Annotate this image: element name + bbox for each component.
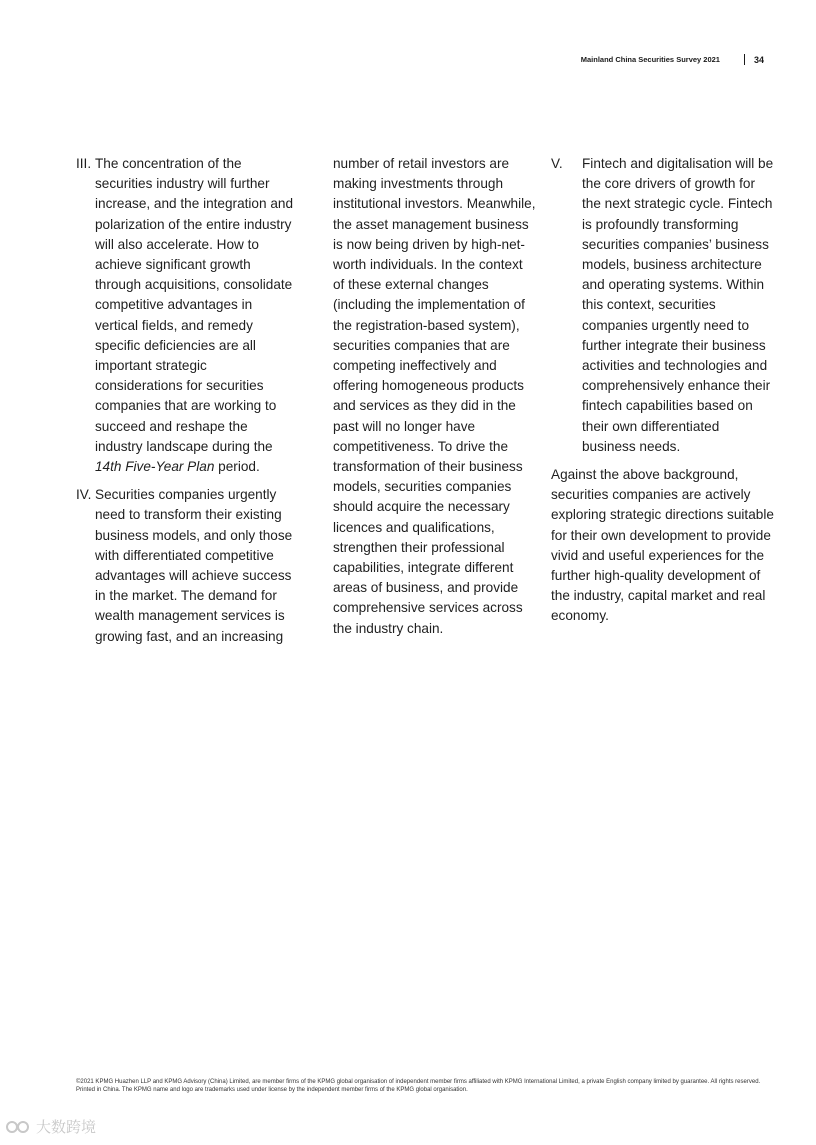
item-text: Securities companies urgently need to transform their existing business models, and only those with differentiated competitive advantages will achieve success in the market. The demand for wealth management services is growing fast, and an increasing — [95, 487, 293, 644]
watermark — [6, 1116, 96, 1137]
watermark-logo-icon — [6, 1119, 32, 1135]
item-number: IV. — [76, 487, 92, 503]
page-number: 34 — [753, 54, 764, 65]
watermark-text: 大数跨境 — [36, 1119, 97, 1136]
column-3 — [551, 154, 776, 627]
item-text-part: The concentration of the securities industry will further increase, and the integration and polarization of the entire industry will also accelerate. How to achieve significant growth through acquisitions, consolidate competitive advantages in vertical fields, and remedy specific deficiencies are all important strategic considerations for securities companies that are working to succeed and reshape the industry landscape during the — [95, 156, 294, 454]
header-divider — [744, 54, 745, 65]
conclusion-paragraph: Against the above background, securities companies are actively exploring strategic directions suitable for their own development to provide vivid and useful experiences for the further high-quality development of the industry, capital market and real economy. — [551, 467, 774, 624]
item-number: III. — [76, 156, 92, 171]
report-title: Mainland China Securities Survey 2021 — [580, 55, 720, 64]
column-2 — [333, 154, 536, 639]
list-item-iii — [76, 154, 298, 477]
column-1 — [76, 154, 298, 647]
item-text-part: period. — [214, 459, 260, 475]
list-item-iv — [76, 485, 298, 647]
copyright-footer: ©2021 KPMG Huazhen LLP and KPMG Advisory (China) Limited, are member firms of the KPMG global organisation of independent member firms affiliated with KPMG International Limited, a private English company limited by guarantee. All rights reserved. Printed in China. The KPMG name and logo are trademarks used under license by the independent member firms of the KPMG global organisation. — [76, 1079, 761, 1094]
plan-name-italic: 14th Five-Year Plan — [95, 459, 215, 475]
item-number: V. — [551, 156, 563, 171]
continued-paragraph: number of retail investors are making investments through institutional investors. Meanwhile, the asset management business is now being driven by high-net-worth individuals. In the context of these external changes (including the implementation of the registration-based system), securities companies that are competing ineffectively and offering homogeneous products and services as they did in the past will no longer have competitiveness. To drive the transformation of their business models, securities companies should acquire the necessary licences and qualifications, strengthen their professional capabilities, integrate different areas of business, and provide comprehensive services across the industry chain. — [333, 156, 536, 636]
item-text: Fintech and digitalisation will be the core drivers of growth for the next strategic cycle. Fintech is profoundly transforming securities companies’ business models, business architecture and operating systems. Within this context, securities companies urgently need to further integrate their business activities and technologies and comprehensively enhance their fintech capabilities based on their own differentiated business needs. — [582, 156, 774, 454]
item-text — [95, 154, 298, 477]
page-header — [581, 54, 764, 65]
list-item-v — [551, 154, 776, 457]
